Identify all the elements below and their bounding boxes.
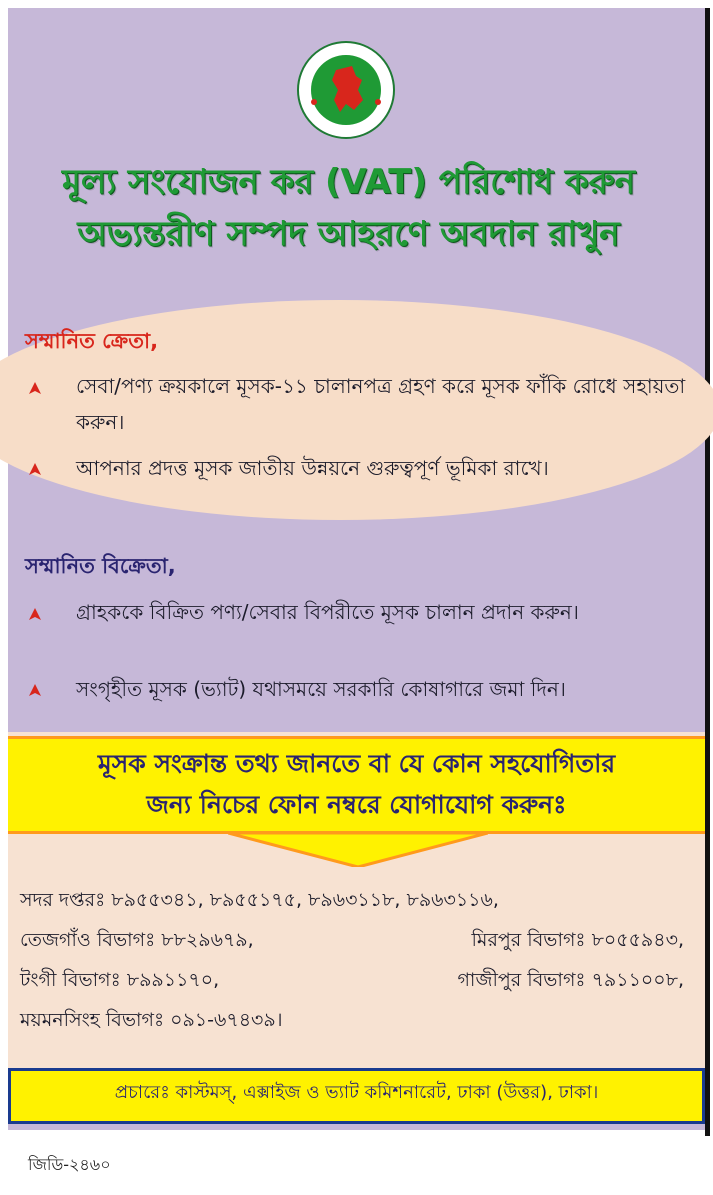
contact-banner-line-2: জন্য নিচের ফোন নম্বরে যোগাযোগ করুনঃ (146, 790, 567, 819)
headline-line-2: অভ্যন্তরীণ সম্পদ আহরণে অবদান রাখুন (77, 214, 620, 254)
phone-gazipur: গাজীপুর বিভাগঃ ৭৯১১০০৮, (457, 969, 684, 991)
contact-banner-line-1: মূসক সংক্রান্ত তথ্য জানতে বা যে কোন সহযোগিতার (97, 749, 616, 778)
red-triangle-bullet-icon (28, 381, 42, 395)
red-triangle-bullet-icon (28, 683, 42, 697)
down-arrow-icon (228, 833, 488, 867)
gd-number: জিডি-২৪৬০ (28, 1155, 111, 1174)
phone-tejgaon: তেজগাঁও বিভাগঃ ৮৮২৯৬৭৯, (20, 929, 254, 951)
phone-mymensingh: ময়মনসিংহ বিভাগঃ ০৯১-৬৭৪৩৯। (20, 1009, 283, 1031)
seller-heading: সম্মানিত বিক্রেতা, (25, 554, 176, 578)
red-triangle-bullet-icon (28, 462, 42, 476)
buyer-item-2: আপনার প্রদত্ত মূসক জাতীয় উন্নয়নে গুরুত্বপূর্ণ ভূমিকা রাখে। (76, 456, 549, 480)
right-border-rule (705, 8, 710, 1136)
red-triangle-bullet-icon (28, 607, 42, 621)
phone-mirpur: মিরপুর বিভাগঃ ৮০৫৫৯৪৩, (471, 929, 684, 951)
phone-line-3 (20, 960, 690, 1000)
government-seal-logo (296, 40, 396, 140)
phone-tongi: টংগী বিভাগঃ ৮৯৯১১৭০, (20, 969, 220, 991)
buyer-item-1: সেবা/পণ্য ক্রয়কালে মূসক-১১ চালানপত্র গ্রহণ করে মূসক ফাঁকি রোধে সহায়তা করুন। (76, 374, 686, 434)
phone-line-head-office: সদর দপ্তরঃ ৮৯৫৫৩৪১, ৮৯৫৫১৭৫, ৮৯৬৩১১৮, ৮৯৬৩১১৬, (20, 889, 499, 911)
seller-item-1: গ্রাহককে বিক্রিত পণ্য/সেবার বিপরীতে মূসক চালান প্রদান করুন। (76, 600, 579, 624)
publisher-text: প্রচারেঃ কাস্টমস্, এক্সাইজ ও ভ্যাট কমিশনারেট, ঢাকা (উত্তর), ঢাকা। (114, 1082, 599, 1103)
headline-line-1: মূল্য সংযোজন কর (VAT) পরিশোধ করুন (62, 162, 635, 202)
phone-line-2 (20, 920, 690, 960)
seller-item-2: সংগৃহীত মূসক (ভ্যাট) যথাসময়ে সরকারি কোষাগারে জমা দিন। (76, 677, 566, 701)
buyer-heading: সম্মানিত ক্রেতা, (25, 329, 159, 353)
